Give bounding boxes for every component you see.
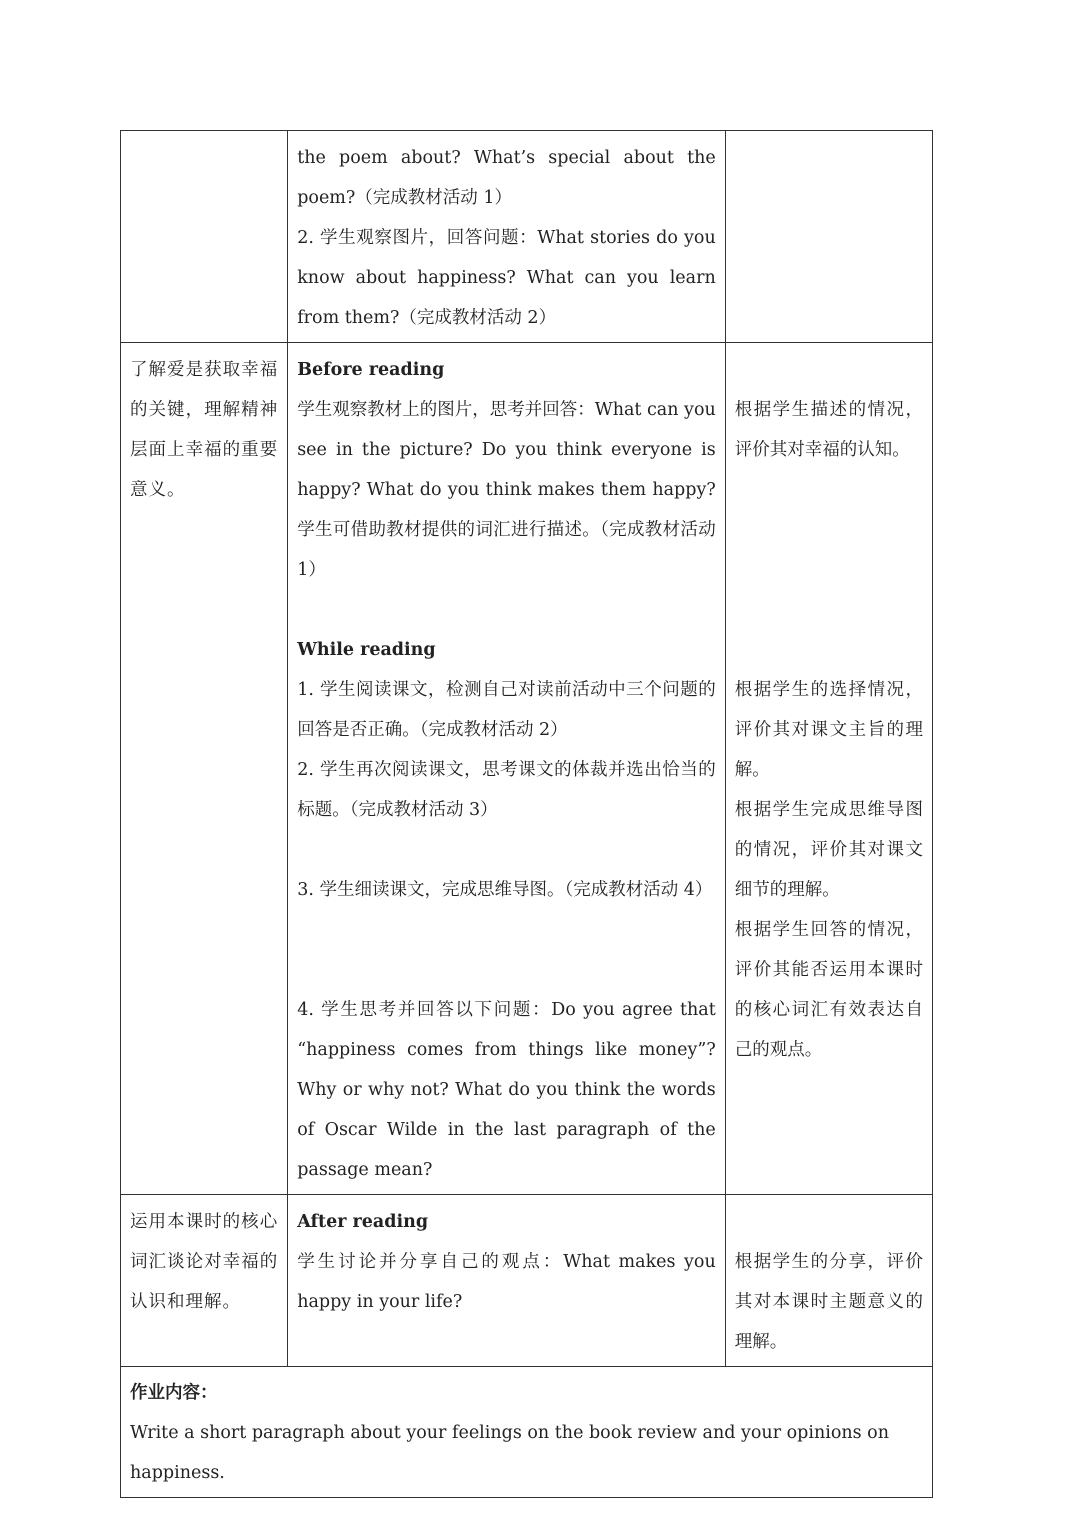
while-reading-eval-4: 根据学生回答的情况，评价其能否运用本课时的核心词汇有效表达自己的观点。	[734, 920, 923, 1060]
while-reading-step-2: 2. 学生再次阅读课文，思考课文的体裁并选出恰当的标题。（完成教材活动 3）	[297, 760, 716, 820]
lesson-plan-table	[120, 130, 933, 1498]
while-reading-eval-3: 根据学生完成思维导图的情况，评价其对课文细节的理解。	[734, 800, 923, 900]
activity-cell	[288, 131, 726, 343]
table-row	[121, 1367, 933, 1498]
eval-cell	[725, 131, 932, 343]
goal-cell	[121, 1195, 288, 1367]
goal-text: 运用本课时的核心词汇谈论对幸福的认识和理解。	[130, 1212, 279, 1312]
goal-cell	[121, 131, 288, 343]
while-reading-heading: While reading	[297, 640, 436, 660]
homework-text: Write a short paragraph about your feelings on the book review and your opinions on happiness.	[130, 1423, 889, 1483]
while-reading-step-4: 4. 学生思考并回答以下问题：Do you agree that “happiness comes from things like money”? Why or why not? What do you think the words of Oscar Wilde in the last paragraph of the passage mean?	[297, 1000, 716, 1180]
before-reading-heading: Before reading	[297, 360, 445, 380]
table-row	[121, 131, 933, 343]
after-reading-heading: After reading	[297, 1212, 429, 1232]
activity-text: 2. 学生观察图片，回答问题：What stories do you know about happiness? What can you learn from them?（完成教材活动 2）	[297, 228, 716, 328]
eval-cell	[725, 1195, 932, 1367]
activity-cell	[288, 1195, 726, 1367]
while-reading-step-1: 1. 学生阅读课文，检测自己对读前活动中三个问题的回答是否正确。（完成教材活动 2）	[297, 680, 716, 740]
while-reading-eval-2: 根据学生的选择情况，评价其对课文主旨的理解。	[734, 680, 923, 780]
homework-cell	[121, 1367, 933, 1498]
before-reading-eval: 根据学生描述的情况，评价其对幸福的认知。	[734, 400, 923, 460]
after-reading-eval: 根据学生的分享，评价其对本课时主题意义的理解。	[734, 1252, 923, 1352]
activity-text: the poem about? What’s special about the poem?（完成教材活动 1）	[297, 148, 716, 208]
table-row	[121, 1195, 933, 1367]
after-reading-text: 学生讨论并分享自己的观点：What makes you happy in your life?	[297, 1252, 716, 1312]
goal-cell	[121, 343, 288, 1195]
while-reading-step-3: 3. 学生细读课文，完成思维导图。（完成教材活动 4）	[297, 880, 713, 900]
homework-title: 作业内容：	[130, 1383, 218, 1403]
goal-text: 了解爱是获取幸福的关键，理解精神层面上幸福的重要意义。	[130, 360, 279, 500]
activity-cell	[288, 343, 726, 1195]
before-reading-text: 学生观察教材上的图片，思考并回答：What can you see in the picture? Do you think everyone is happy? What do you think makes them happy? 学生可借助教材提供的词汇进行描述。（完成教材活动 1）	[297, 400, 716, 580]
eval-cell	[725, 343, 932, 1195]
table-row	[121, 343, 933, 1195]
